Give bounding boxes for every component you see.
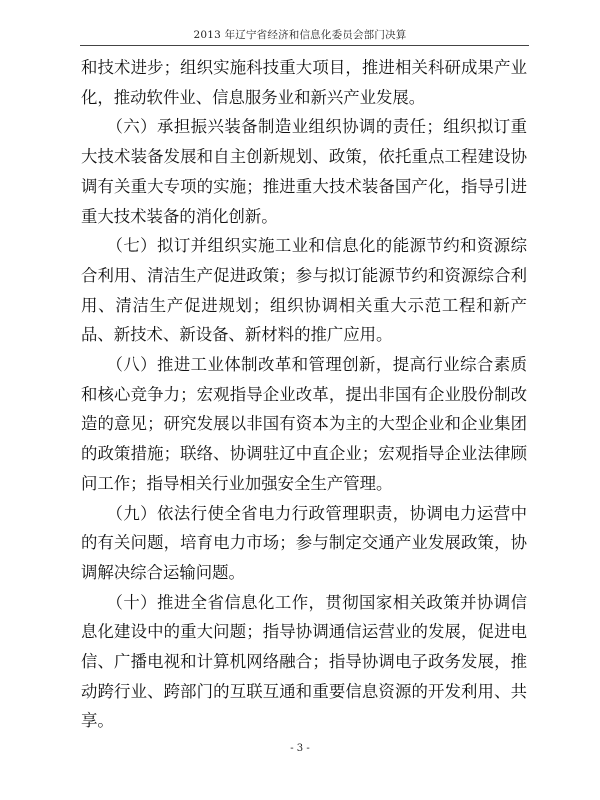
page-number: - 3 - [290, 743, 310, 754]
paragraph-item-6: （六）承担振兴装备制造业组织协调的责任；组织拟订重大技术装备发展和自主创新规划、政策，依托重点工程建设协调有关重大专项的实施；推进重大技术装备国产化，指导引进重大技术装备的消化创新。 [81, 117, 527, 226]
paragraph-item-7: （七）拟订并组织实施工业和信息化的能源节约和资源综合利用、清洁生产促进政策；参与拟订能源节约和资源综合利用、清洁生产促进规划；组织协调相关重大示范工程和新产品、新技术、新设备、新材料的推广应用。 [81, 236, 527, 345]
paragraph-item-10: （十）推进全省信息化工作，贯彻国家相关政策并协调信息化建设中的重大问题；指导协调通信运营业的发展，促进电信、广播电视和计算机网络融合；指导协调电子政务发展，推动跨行业、跨部门的互联互通和重要信息资源的开发利用、共享。 [81, 592, 527, 731]
paragraph-item-9: （九）依法行使全省电力行政管理职责，协调电力运营中的有关问题，培育电力市场；参与制定交通产业发展政策，协调解决综合运输问题。 [81, 503, 527, 582]
paragraph-item-8: （八）推进工业体制改革和管理创新，提高行业综合素质和核心竞争力；宏观指导企业改革，提出非国有企业股份制改造的意见；研究发展以非国有资本为主的大型企业和企业集团的政策措施；联络、协调驻辽中直企业；宏观指导企业法律顾问工作；指导相关行业加强安全生产管理。 [81, 355, 527, 493]
header-divider [80, 45, 529, 46]
document-body [81, 53, 527, 736]
page-header-title: 2013 年辽宁省经济和信息化委员会部门决算 [193, 29, 407, 41]
paragraph-continuation: 和技术进步；组织实施科技重大项目，推进相关科研成果产业化，推动软件业、信息服务业和新兴产业发展。 [81, 58, 527, 107]
